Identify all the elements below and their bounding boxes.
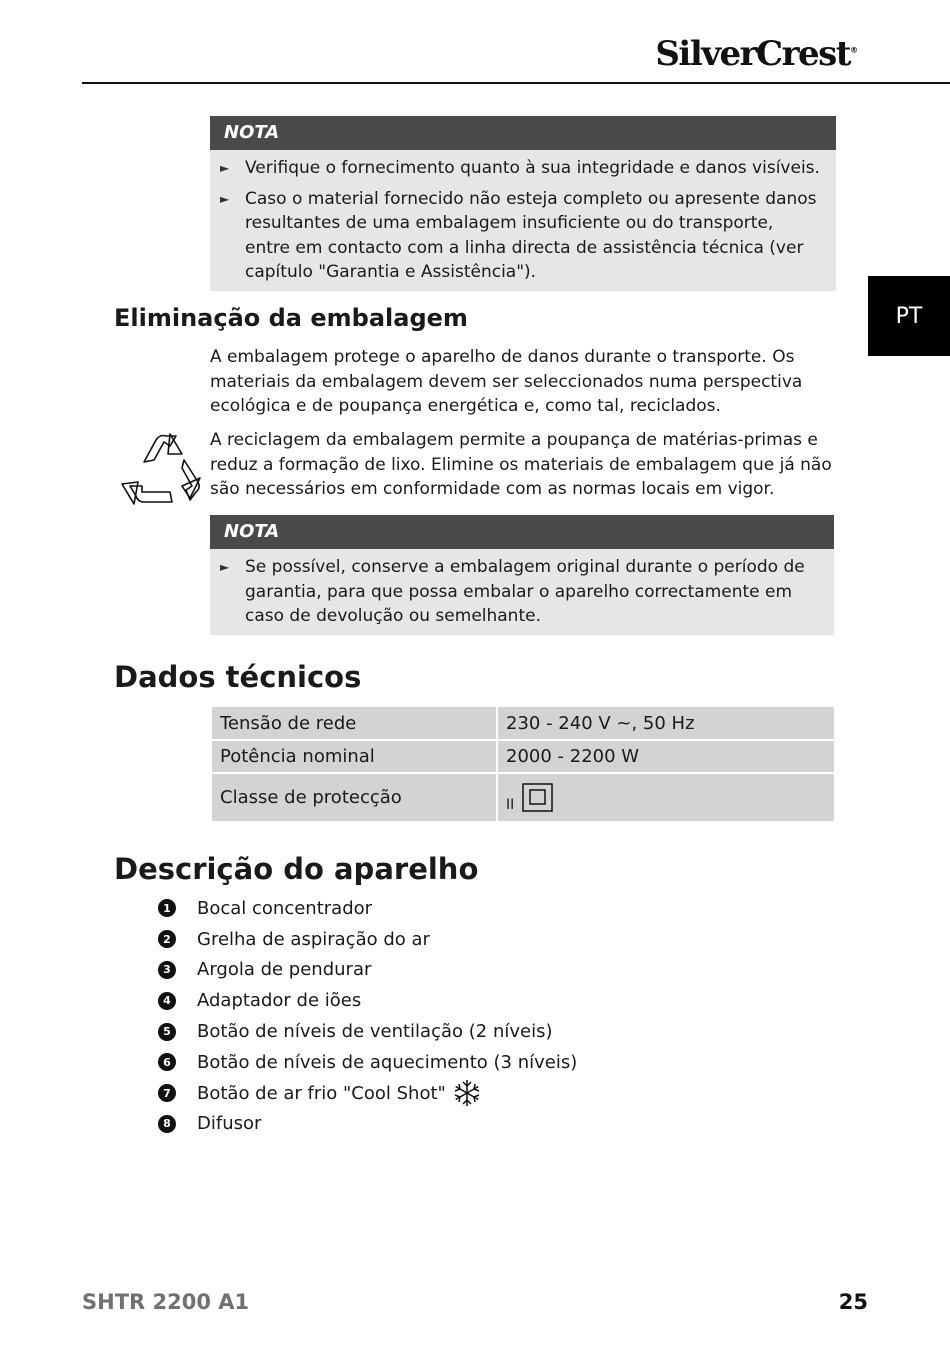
list-item [158, 1016, 577, 1047]
note-item [220, 187, 822, 285]
item-number-badge: 3 [158, 961, 176, 979]
arrow-bullet-icon: ► [220, 560, 230, 574]
spec-label: Potência nominal [212, 741, 496, 772]
item-number-badge: 4 [158, 992, 176, 1010]
note-box-delivery [210, 116, 836, 291]
registered-mark: ® [850, 45, 858, 55]
spec-label: Classe de protecção [212, 774, 496, 821]
note-item [220, 555, 820, 629]
item-text: Bocal concentrador [197, 897, 373, 919]
item-number-badge: 6 [158, 1053, 176, 1071]
protection-class-text: II [506, 796, 515, 813]
item-text: Grelha de aspiração do ar [197, 928, 430, 950]
footer-model: SHTR 2200 A1 [82, 1290, 250, 1314]
list-item [158, 1047, 577, 1078]
item-number-badge: 2 [158, 930, 176, 948]
note-title: NOTA [210, 116, 836, 150]
spec-value-protection-class [498, 774, 834, 821]
item-text: Difusor [197, 1113, 262, 1135]
list-item [158, 924, 577, 955]
header-rule [82, 82, 950, 84]
table-row [212, 741, 834, 772]
note-title: NOTA [210, 515, 834, 549]
page-number: 25 [838, 1290, 868, 1314]
arrow-bullet-icon: ► [220, 161, 230, 175]
section-heading-description: Descrição do aparelho [114, 852, 479, 886]
arrow-bullet-icon: ► [220, 191, 230, 206]
table-row [212, 707, 834, 739]
note-box-packaging [210, 515, 834, 635]
note-text: Verifique o fornecimento quanto à sua integridade e danos visíveis. [245, 158, 820, 178]
list-item [158, 1078, 577, 1109]
device-parts-list [158, 893, 577, 1139]
list-item [158, 985, 577, 1016]
recycling-paragraph: A reciclagem da embalagem permite a poupança de matérias-primas e reduz a formação de lixo. Elimine os materiais de embalagem que já não são necessários em conformidade com as normas locais em vigor. [210, 430, 832, 499]
brand-logo [655, 34, 858, 74]
disposal-paragraph: A embalagem protege o aparelho de danos durante o transporte. Os materiais da embalagem devem ser seleccionados numa perspectiva ecológica e de poupança energética e, como tal, reciclados. [210, 347, 803, 416]
item-number-badge: 5 [158, 1023, 176, 1041]
table-row [212, 774, 834, 821]
item-number-badge: 7 [158, 1084, 176, 1102]
section-heading-technical: Dados técnicos [114, 660, 362, 694]
item-text: Argola de pendurar [197, 959, 372, 981]
list-item [158, 893, 577, 924]
recycle-icon [120, 432, 204, 508]
language-tab: PT [868, 276, 950, 356]
item-text: Botão de níveis de aquecimento (3 níveis) [197, 1051, 578, 1073]
item-number-badge: 8 [158, 1115, 176, 1133]
technical-data-table [210, 705, 836, 823]
note-item [220, 156, 822, 181]
item-text: Adaptador de iões [197, 990, 362, 1012]
list-item [158, 955, 577, 986]
spec-label: Tensão de rede [212, 707, 496, 739]
note-text: Se possível, conserve a embalagem original durante o período de garantia, para que possa embalar o aparelho correctamente em caso de devolução ou semelhante. [245, 557, 805, 626]
item-text: Botão de ar frio "Cool Shot" [197, 1082, 446, 1104]
snowflake-icon [452, 1078, 482, 1108]
note-text: Caso o material fornecido não esteja completo ou apresente danos resultantes de uma embalagem insuficiente ou do transporte, entre em contacto com a linha directa de assistência técnica (ver capítulo "Garantia e Assistência"). [245, 188, 817, 282]
spec-value: 230 - 240 V ~, 50 Hz [498, 707, 834, 739]
item-text: Botão de níveis de ventilação (2 níveis) [197, 1021, 553, 1043]
list-item [158, 1109, 577, 1140]
section-heading-disposal: Eliminação da embalagem [114, 304, 468, 332]
spec-value: 2000 - 2200 W [498, 741, 834, 772]
item-number-badge: 1 [158, 899, 176, 917]
double-insulation-icon [522, 783, 554, 813]
brand-name: SilverCrest [655, 34, 850, 74]
